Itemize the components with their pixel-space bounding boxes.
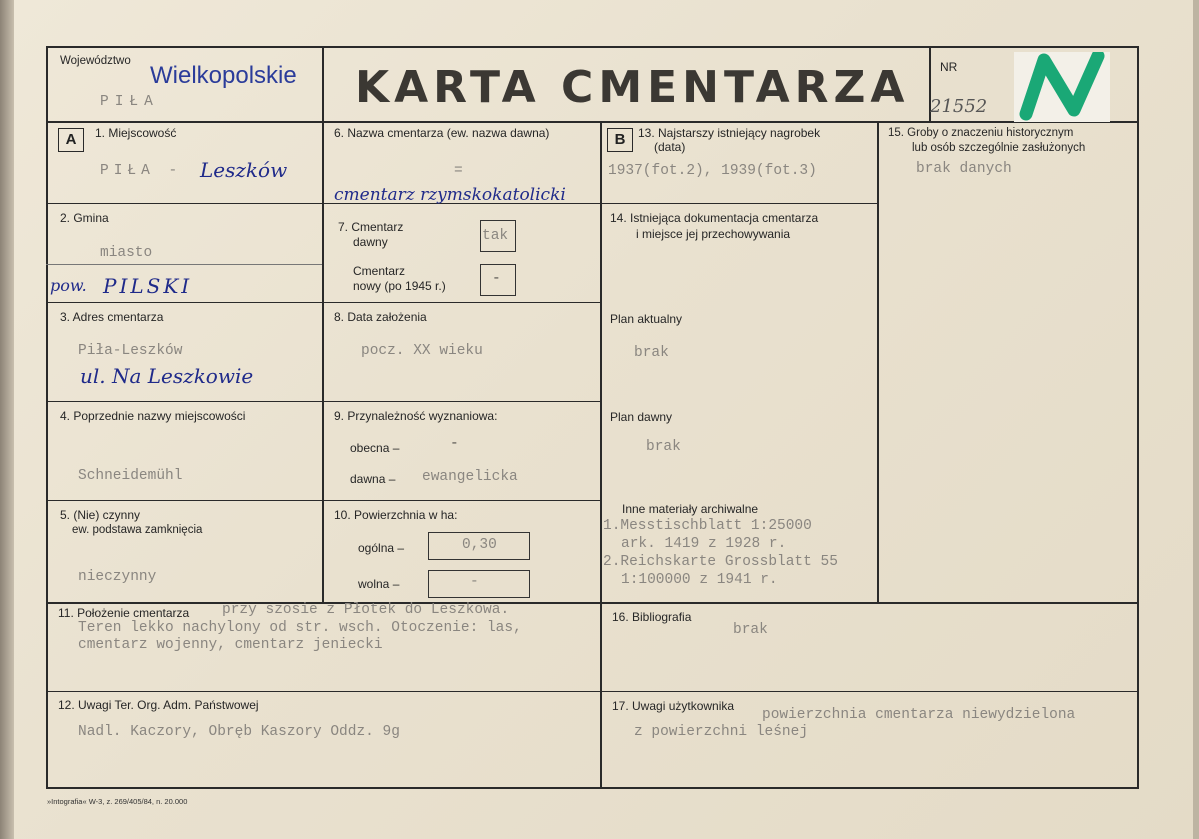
header-divider-1: [322, 46, 324, 122]
print-footer: »Intografia« W-3, z. 269/405/84, n. 20.000: [47, 797, 188, 806]
row-line-a4: [46, 500, 602, 501]
f5-label-2: ew. podstawa zamknięcia: [72, 524, 203, 536]
plan-aktualny-label: Plan aktualny: [610, 312, 683, 326]
f15-value: brak danych: [916, 161, 1012, 177]
f1-value-hand: Leszków: [200, 158, 288, 182]
f10-wolna-box: [428, 570, 530, 598]
f15-label-2: lub osób szczególnie zasłużonych: [912, 142, 1086, 154]
f3-value: Piła-Leszków: [78, 343, 183, 359]
f5-value: nieczynny: [78, 569, 157, 585]
f16-value: brak: [733, 622, 768, 638]
section-a-marker: A: [58, 128, 84, 152]
f6-value-hand: cmentarz rzymskokatolicki: [334, 185, 566, 205]
f11-line-3: cmentarz wojenny, cmentarz jeniecki: [78, 637, 383, 653]
f9-dawna-value: ewangelicka: [422, 469, 518, 485]
wojewodztwo-stamp: Wielkopolskie: [150, 62, 297, 89]
f7-label-2: dawny: [353, 235, 388, 249]
paper-edge-left: [0, 0, 14, 839]
card-title: KARTA CMENTARZA: [355, 62, 910, 113]
f9-obecna-label: obecna –: [350, 441, 400, 455]
f13-label-1: 13. Najstarszy istniejący nagrobek: [638, 126, 821, 140]
nr-label: NR: [940, 60, 958, 74]
row-line-bottom: [46, 691, 1139, 692]
f7-value-2: -: [492, 271, 501, 287]
f10-ogolna-label: ogólna –: [358, 541, 405, 555]
border-bottom: [46, 787, 1139, 789]
f11-label: 11. Położenie cmentarza: [58, 606, 190, 620]
green-n-area: [1014, 52, 1110, 122]
f3-label: 3. Adres cmentarza: [60, 310, 164, 324]
row-line-b1: [600, 203, 878, 204]
inne-line-4: 1:100000 z 1941 r.: [621, 572, 778, 588]
f3-value-hand: ul. Na Leszkowie: [80, 364, 254, 388]
f10-wolna-label: wolna –: [358, 577, 400, 591]
f2-pow-prefix: pow.: [50, 276, 87, 295]
f9-label: 9. Przynależność wyznaniowa:: [334, 409, 498, 423]
f14-label-2: i miejsce jej przechowywania: [636, 227, 791, 241]
col-line-3: [877, 121, 879, 603]
f8-value: pocz. XX wieku: [361, 343, 483, 359]
f17-line-2: z powierzchni leśnej: [634, 724, 809, 740]
col-line-2: [600, 121, 602, 787]
paper-edge-right: [1193, 0, 1199, 839]
f7-value-1: tak: [482, 228, 509, 244]
f7-label-3: Cmentarz: [353, 264, 406, 278]
f14-label-1: 14. Istniejąca dokumentacja cmentarza: [610, 211, 819, 225]
f17-line-1: powierzchnia cmentarza niewydzielona: [762, 707, 1076, 723]
inne-line-2: ark. 1419 z 1928 r.: [621, 536, 787, 552]
header-bottom-line: [46, 121, 1139, 123]
green-n-letter: [1014, 52, 1110, 122]
wojewodztwo-label: Województwo: [60, 55, 131, 67]
f15-label-1: 15. Groby o znaczeniu historycznym: [888, 127, 1074, 139]
f13-value: 1937(fot.2), 1939(fot.3): [608, 163, 817, 179]
f10-ogolna-value: 0,30: [462, 537, 497, 553]
col-line-1: [322, 121, 324, 603]
f17-label: 17. Uwagi użytkownika: [612, 699, 735, 713]
inne-label: Inne materiały archiwalne: [622, 502, 759, 516]
f10-label: 10. Powierzchnia w ha:: [334, 508, 458, 522]
f8-label: 8. Data założenia: [334, 310, 427, 324]
plan-aktualny-value: brak: [634, 345, 669, 361]
plan-dawny-value: brak: [646, 439, 681, 455]
f4-value: Schneidemühl: [78, 468, 183, 484]
f9-dawna-label: dawna –: [350, 472, 396, 486]
f11-line-1: przy szosie z Płotek do Leszkowa.: [222, 602, 510, 618]
f2-pow-value: PILSKI: [103, 274, 193, 298]
f4-label: 4. Poprzednie nazwy miejscowości: [60, 409, 246, 423]
gmina-underline: [46, 264, 322, 265]
f7-label-1: 7. Cmentarz: [338, 220, 404, 234]
inne-line-3: 2.Reichskarte Grossblatt 55: [603, 554, 838, 570]
row-line-a3: [46, 401, 602, 402]
border-top: [46, 46, 1138, 48]
f2-label: 2. Gmina: [60, 211, 109, 225]
border-right: [1137, 46, 1139, 788]
f7-label-4: nowy (po 1945 r.): [353, 279, 446, 293]
border-left: [46, 46, 48, 788]
plan-dawny-label: Plan dawny: [610, 410, 673, 424]
f1-label: 1. Miejscowość: [95, 126, 177, 140]
row-line-a2: [46, 302, 602, 303]
f6-mark: =: [454, 163, 463, 179]
nr-value: 21552: [930, 96, 988, 117]
f12-label: 12. Uwagi Ter. Org. Adm. Państwowej: [58, 698, 259, 712]
section-b-marker: B: [607, 128, 633, 152]
row-line-main: [46, 602, 1139, 604]
f12-value: Nadl. Kaczory, Obręb Kaszory Oddz. 9g: [78, 724, 400, 740]
f13-label-2: (data): [654, 140, 686, 154]
f10-wolna-value: -: [470, 574, 479, 590]
f16-label: 16. Bibliografia: [612, 610, 692, 624]
f1-value-typed: PIŁA -: [100, 163, 183, 179]
f9-obecna-value: -: [450, 436, 459, 452]
inne-line-1: 1.Messtischblatt 1:25000: [603, 518, 812, 534]
city-typed: PIŁA: [100, 94, 159, 110]
f11-line-2: Teren lekko nachylony od str. wsch. Otoczenie: las,: [78, 620, 522, 636]
f5-label-1: 5. (Nie) czynny: [60, 508, 141, 522]
f6-label: 6. Nazwa cmentarza (ew. nazwa dawna): [334, 126, 550, 140]
f2-value: miasto: [100, 245, 153, 261]
